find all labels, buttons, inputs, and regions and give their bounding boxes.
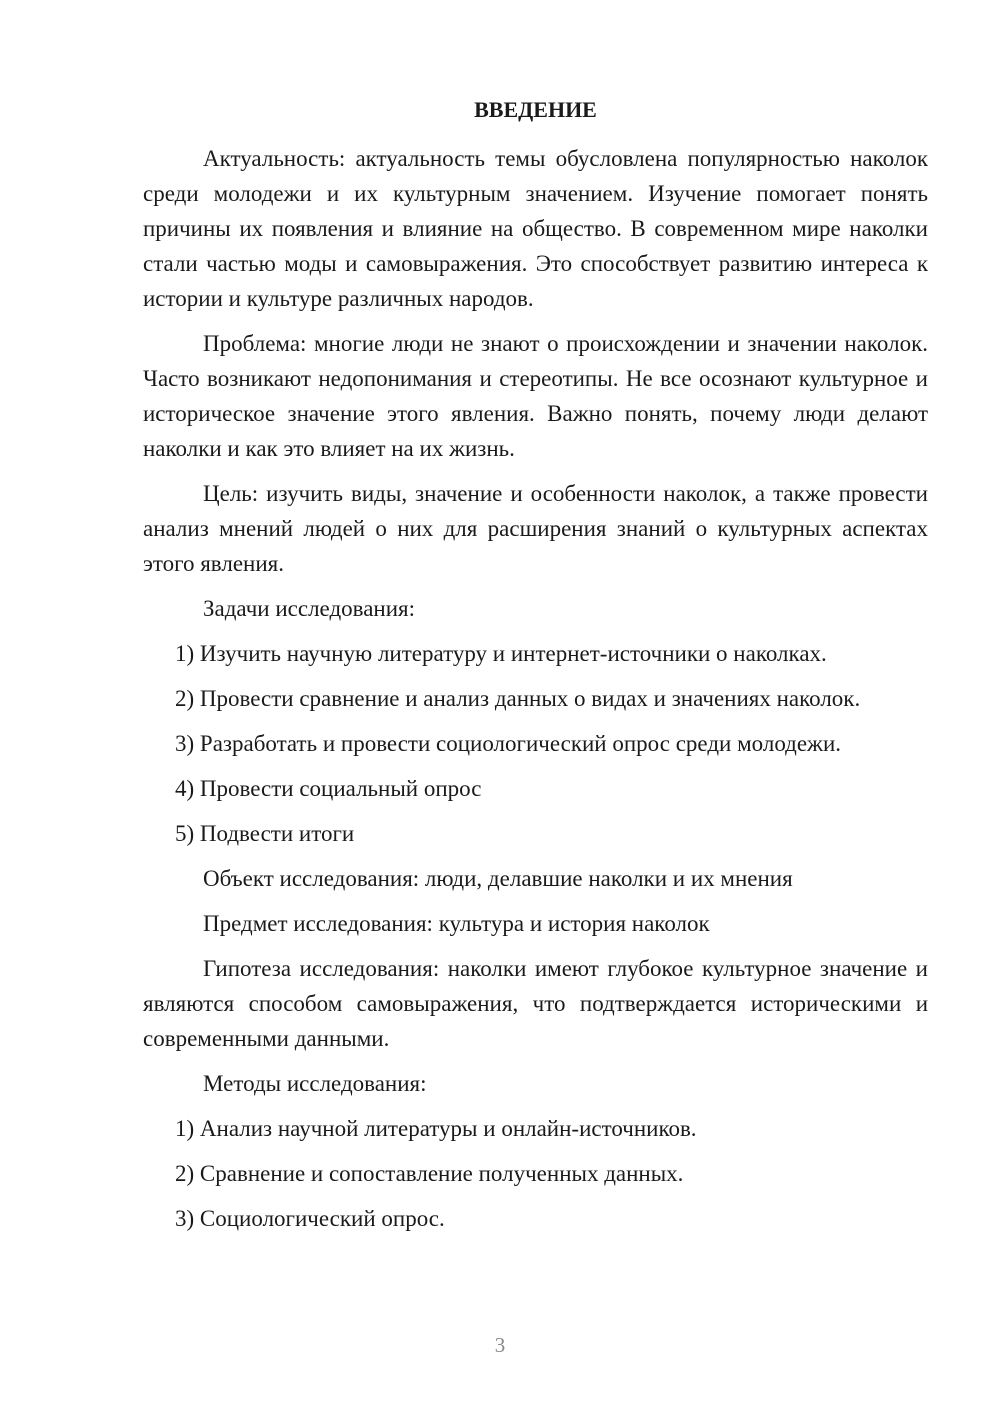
task-item: 2) Провести сравнение и анализ данных о видах и значениях наколок. — [175, 686, 861, 711]
page-number: 3 — [494, 1333, 506, 1357]
document-page — [143, 92, 928, 1246]
subject-line: Предмет исследования: культура и история наколок — [203, 911, 710, 936]
task-item: 1) Изучить научную литературу и интернет-источники о наколках. — [175, 641, 827, 666]
object-line: Объект исследования: люди, делавшие наколки и их мнения — [203, 866, 793, 891]
method-item: 3) Социологический опрос. — [175, 1206, 445, 1231]
task-item: 4) Провести социальный опрос — [175, 776, 482, 801]
task-item: 3) Разработать и провести социологический опрос среди молодежи. — [175, 731, 842, 756]
problem-paragraph: Проблема: многие люди не знают о происхождении и значении наколок. Часто возникают недопонимания и стереотипы. Не все осознают культурное и историческое значение этого явления. Важно понять, почему люди делают наколки и как это влияет на их жизнь. — [143, 331, 928, 461]
goal-paragraph: Цель: изучить виды, значение и особенности наколок, а также провести анализ мнений людей о них для расширения знаний о культурных аспектах этого явления. — [143, 481, 928, 576]
task-item: 5) Подвести итоги — [175, 821, 355, 846]
page-title: ВВЕДЕНИЕ — [474, 97, 597, 122]
hypothesis-paragraph: Гипотеза исследования: наколки имеют глубокое культурное значение и являются способом самовыражения, что подтверждается историческими и современными данными. — [143, 956, 928, 1051]
relevance-paragraph: Актуальность: актуальность темы обусловлена популярностью наколок среди молодежи и их культурным значением. Изучение помогает понять причины их появления и влияние на общество. В современном мире наколки стали частью моды и самовыражения. Это способствует развитию интереса к истории и культуре различных народов. — [143, 146, 928, 311]
tasks-heading: Задачи исследования: — [203, 596, 416, 621]
method-item: 1) Анализ научной литературы и онлайн-источников. — [175, 1116, 697, 1141]
methods-heading: Методы исследования: — [203, 1071, 427, 1096]
method-item: 2) Сравнение и сопоставление полученных данных. — [175, 1161, 684, 1186]
